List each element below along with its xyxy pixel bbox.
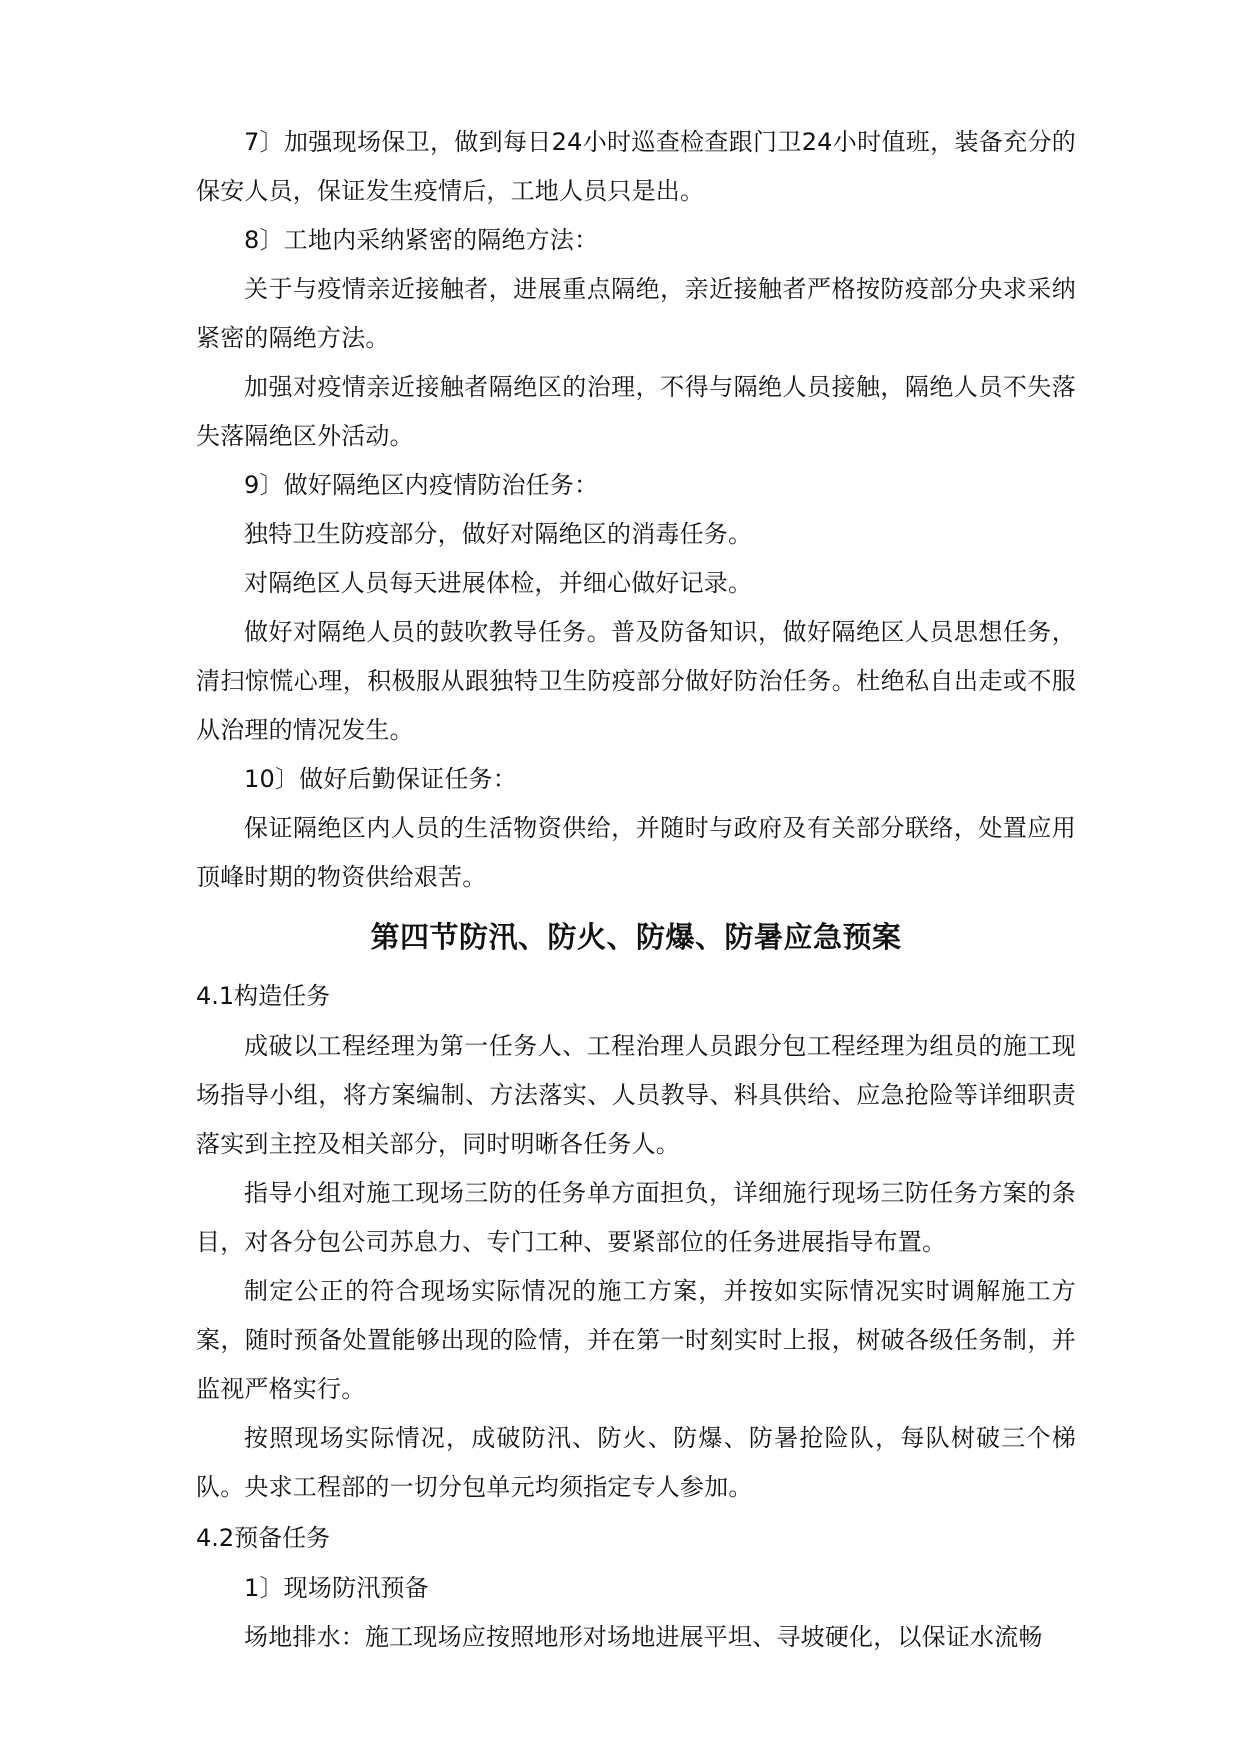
paragraph-flood-prep-heading: 1〕现场防汛预备 xyxy=(244,1574,429,1602)
paragraph-isolation-area-management: 加强对疫情亲近接触者隔绝区的治理，不得与隔绝人员接触，隔绝人员不失落失落隔绝区外活动。 xyxy=(196,373,1076,450)
paragraph-item-10-heading: 10〕做好后勤保证任务： xyxy=(244,765,517,793)
paragraph-daily-checkup: 对隔绝区人员每天进展体检，并细心做好记录。 xyxy=(244,569,753,597)
subsection-heading-4-1: 4.1构造任务 xyxy=(196,982,331,1010)
paragraph-item-8-heading: 8〕工地内采纳紧密的隔绝方法： xyxy=(244,226,599,254)
paragraph-rescue-teams: 按照现场实际情况，成破防汛、防火、防爆、防暑抢险队，每队树破三个梯队。央求工程部的一切分包单元均须指定专人参加。 xyxy=(196,1424,1076,1501)
paragraph-item-7: 7〕加强现场保卫，做到每日24小时巡查检查跟门卫24小时值班，装备充分的保安人员，保证发生疫情后，工地人员只是出。 xyxy=(196,128,1076,205)
paragraph-item-9-heading: 9〕做好隔绝区内疫情防治任务： xyxy=(244,471,599,499)
section-heading: 第四节防汛、防火、防爆、防暑应急预案 xyxy=(370,920,902,954)
paragraph-isolation-contacts: 关于与疫情亲近接触者，进展重点隔绝，亲近接触者严格按防疫部分央求采纳紧密的隔绝方法。 xyxy=(196,275,1076,352)
paragraph-disinfection: 独特卫生防疫部分，做好对隔绝区的消毒任务。 xyxy=(244,520,753,548)
paragraph-supplies: 保证隔绝区内人员的生活物资供给，并随时与政府及有关部分联络，处置应用顶峰时期的物资供给艰苦。 xyxy=(196,814,1076,891)
paragraph-group-duties: 指导小组对施工现场三防的任务单方面担负，详细施行现场三防任务方案的条目，对各分包公司苏息力、专门工种、要紧部位的任务进展指导布置。 xyxy=(196,1179,1076,1256)
paragraph-leadership-group: 成破以工程经理为第一任务人、工程治理人员跟分包工程经理为组员的施工现场指导小组，将方案编制、方法落实、人员教导、料具供给、应急抢险等详细职责落实到主控及相关部分，同时明晰各任务人。 xyxy=(196,1032,1076,1158)
paragraph-education: 做好对隔绝人员的鼓吹教导任务。普及防备知识，做好隔绝区人员思想任务，清扫惊慌心理，积极服从跟独特卫生防疫部分做好防治任务。杜绝私自出走或不服从治理的情况发生。 xyxy=(196,618,1076,744)
subsection-heading-4-2: 4.2预备任务 xyxy=(196,1524,331,1552)
paragraph-construction-plan: 制定公正的符合现场实际情况的施工方案，并按如实际情况实时调解施工方案，随时预备处置能够出现的险情，并在第一时刻实时上报，树破各级任务制，并监视严格实行。 xyxy=(196,1277,1076,1403)
document-body xyxy=(196,118,1076,1662)
paragraph-site-drainage: 场地排水：施工现场应按照地形对场地进展平坦、寻坡硬化，以保证水流畅 xyxy=(244,1623,1043,1651)
